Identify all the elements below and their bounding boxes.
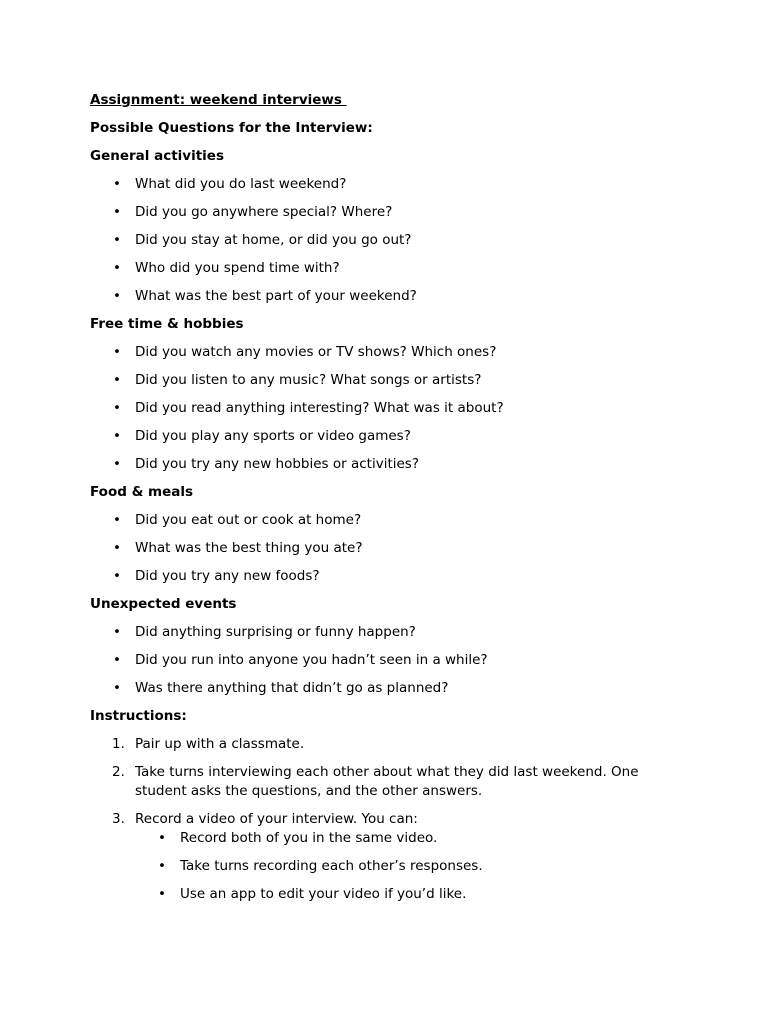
step-number: 2.: [112, 764, 125, 780]
section-heading-general-activities: General activities: [90, 148, 224, 164]
question-list-free-time-hobbies: [90, 343, 690, 474]
document-body: [90, 91, 690, 913]
list-item: [90, 427, 690, 446]
bullet-icon: •: [113, 512, 121, 528]
question-text: What was the best part of your weekend?: [135, 288, 417, 304]
list-item: [90, 623, 690, 642]
instruction-step: [90, 763, 690, 801]
question-text: Did you run into anyone you hadn’t seen in a while?: [135, 652, 488, 668]
bullet-icon: •: [113, 540, 121, 556]
bullet-icon: •: [113, 428, 121, 444]
question-text: Was there anything that didn’t go as planned?: [135, 680, 449, 696]
option-text: Take turns recording each other’s responses.: [180, 858, 483, 874]
instruction-step: [90, 735, 690, 754]
option-text: Record both of you in the same video.: [180, 830, 438, 846]
bullet-icon: •: [113, 456, 121, 472]
question-list-unexpected-events: [90, 623, 690, 698]
bullet-icon: •: [113, 232, 121, 248]
question-text: Did you watch any movies or TV shows? Which ones?: [135, 344, 497, 360]
question-text: Did you listen to any music? What songs or artists?: [135, 372, 482, 388]
question-text: Did you try any new hobbies or activities?: [135, 456, 419, 472]
list-item: [90, 259, 690, 278]
list-item: [90, 343, 690, 362]
list-item: [90, 231, 690, 250]
list-item: [90, 287, 690, 306]
step-text: Take turns interviewing each other about what they did last weekend. One student asks the questions, and the other answers.: [135, 764, 639, 799]
list-item: [90, 455, 690, 474]
section-heading-food-meals: Food & meals: [90, 484, 194, 500]
list-item: [90, 203, 690, 222]
step-text: Pair up with a classmate.: [135, 736, 305, 752]
list-item: [135, 829, 690, 848]
question-list-general-activities: [90, 175, 690, 306]
bullet-icon: •: [113, 344, 121, 360]
question-text: Did you play any sports or video games?: [135, 428, 411, 444]
bullet-icon: •: [113, 204, 121, 220]
bullet-icon: •: [113, 400, 121, 416]
question-text: Did you try any new foods?: [135, 568, 320, 584]
bullet-icon: •: [158, 858, 166, 874]
list-item: [90, 651, 690, 670]
recording-options-list: [135, 829, 690, 904]
question-text: Who did you spend time with?: [135, 260, 340, 276]
question-list-food-meals: [90, 511, 690, 586]
bullet-icon: •: [113, 652, 121, 668]
question-text: Did you read anything interesting? What was it about?: [135, 400, 504, 416]
bullet-icon: •: [113, 372, 121, 388]
question-text: What did you do last weekend?: [135, 176, 347, 192]
section-heading-unexpected-events: Unexpected events: [90, 596, 237, 612]
instructions-heading: Instructions:: [90, 708, 187, 724]
question-text: Did anything surprising or funny happen?: [135, 624, 416, 640]
question-text: Did you stay at home, or did you go out?: [135, 232, 412, 248]
list-item: [135, 857, 690, 876]
list-item: [90, 679, 690, 698]
bullet-icon: •: [113, 568, 121, 584]
step-number: 1.: [112, 736, 125, 752]
option-text: Use an app to edit your video if you’d like.: [180, 886, 467, 902]
step-text: Record a video of your interview. You can:: [135, 811, 418, 827]
instruction-step: [90, 810, 690, 904]
questions-heading: Possible Questions for the Interview:: [90, 120, 373, 136]
question-text: Did you eat out or cook at home?: [135, 512, 362, 528]
bullet-icon: •: [113, 176, 121, 192]
list-item: [90, 567, 690, 586]
step-number: 3.: [112, 811, 125, 827]
question-text: What was the best thing you ate?: [135, 540, 363, 556]
list-item: [90, 511, 690, 530]
bullet-icon: •: [113, 624, 121, 640]
bullet-icon: •: [158, 830, 166, 846]
list-item: [135, 885, 690, 904]
question-text: Did you go anywhere special? Where?: [135, 204, 393, 220]
list-item: [90, 399, 690, 418]
list-item: [90, 539, 690, 558]
list-item: [90, 371, 690, 390]
bullet-icon: •: [113, 680, 121, 696]
section-heading-free-time-hobbies: Free time & hobbies: [90, 316, 244, 332]
assignment-title: Assignment: weekend interviews: [90, 92, 347, 108]
instructions-list: [90, 735, 690, 904]
list-item: [90, 175, 690, 194]
bullet-icon: •: [113, 288, 121, 304]
bullet-icon: •: [158, 886, 166, 902]
bullet-icon: •: [113, 260, 121, 276]
